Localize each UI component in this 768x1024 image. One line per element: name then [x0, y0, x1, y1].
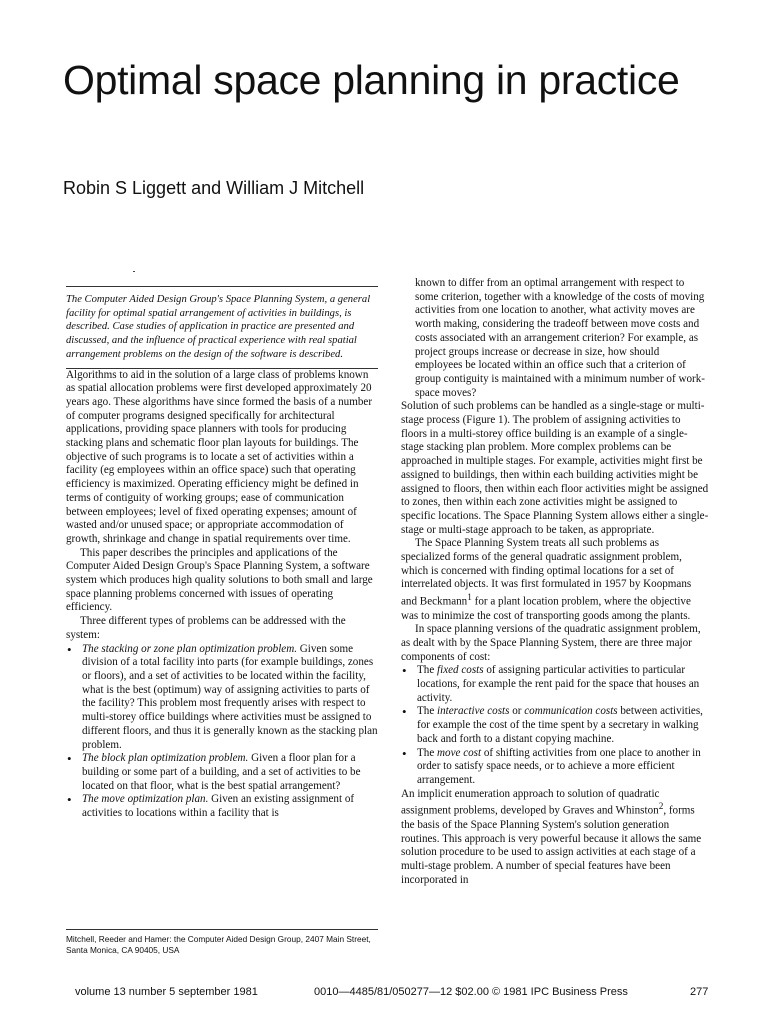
list-item-text: between activities, for example the cost of the time spent by a secretary in walking back and forth to a distant copying machine. — [417, 705, 703, 745]
list-item-emphasis: The block plan optimization problem. — [82, 752, 249, 765]
list-item-emphasis: communication costs — [524, 705, 618, 718]
paragraph-text: , forms the basis of the Space Planning System's solution generation routines. This approach is very powerful because it allows the same solution procedure to be used to assign activities at each stage of a multi-stage problem. A number of special features have been incorporated in — [401, 805, 702, 886]
copyright-line: 0010—4485/81/050277—12 $02.00 © 1981 IPC Business Press — [314, 986, 628, 998]
list-item — [66, 752, 378, 793]
reference-marker: 1 — [467, 593, 472, 604]
journal-issue: volume 13 number 5 september 1981 — [75, 986, 258, 998]
list-item-text: The — [417, 746, 438, 759]
list-item-text: The — [417, 705, 438, 718]
paragraph-text: for a plant location problem, where the objective was to minimize the cost of transporting goods among the plants. — [401, 595, 691, 622]
list-item-text: The — [417, 664, 438, 677]
paper-title: Optimal space planning in practice — [63, 57, 680, 103]
list-item-text: Given an existing assignment of activities to locations within a facility that is — [82, 793, 355, 820]
left-column — [66, 286, 378, 821]
stray-mark — [133, 271, 135, 272]
paper-authors: Robin S Liggett and William J Mitchell — [63, 178, 365, 198]
list-item-emphasis: move cost — [437, 746, 482, 759]
list-item-text: Given a floor plan for a building or some part of a building, and a set of activities to be located on that floor, what is the best spatial arrangement? — [82, 752, 361, 792]
list-item — [401, 705, 709, 746]
right-column — [401, 277, 709, 887]
list-item-text: or — [509, 705, 525, 718]
list-item-emphasis: fixed costs — [437, 664, 484, 677]
abstract: The Computer Aided Design Group's Space Planning System, a general facility for optimal spatial arrangement of activities in buildings, is described. Case studies of application in practice are presented and discussed, and the influence of practical experience with real spatial arrangement problems on the design of the software is described. — [66, 293, 378, 369]
right-paragraph-3: In space planning versions of the quadratic assignment problem, as dealt with by the Space Planning System, there are three major components of cost: — [401, 623, 701, 663]
right-paragraph-2 — [401, 537, 709, 623]
list-item — [401, 664, 709, 705]
list-item — [66, 643, 378, 753]
paragraph-text: The Space Planning System treats all such problems as specialized forms of the general quadratic assignment problem, which is concerned with finding optimal locations for a set of interrelated objects. It was first formulated in 1957 by Koopmans and Beckmann — [401, 537, 692, 608]
reference-marker: 2 — [658, 802, 664, 813]
abstract-top-rule — [66, 286, 378, 287]
problem-type-list — [66, 643, 378, 821]
page-number: 277 — [690, 986, 709, 998]
left-paragraph-1: Algorithms to aid in the solution of a large class of problems known as spatial allocation problems were first developed approximately 20 years ago. These algorithms have since formed the basis of a number of computer programs designed specifically for architectural applications, providing space planners with tools for producing stacking plans and schematic floor plan layouts for buildings. The objective of such programs is to locate a set of activities within a facility (eg employees within an office space) such that operating efficiency is maximized. Operating efficiency might be defined in terms of contiguity of working groups; ease of communication between employees; level of fixed operating expenses; amount of wasted and/or unused space; or appropriate accommodation of growth, shrinkage and change in spatial requirements over time. — [66, 368, 373, 545]
right-paragraph-0: known to differ from an optimal arrangement with respect to some criterion, together with a knowledge of the costs of moving activities from one location to another, what activity moves are worth making, considering the tradeoff between move costs and costs associated with an arrangement criterion? For example, as project groups increase or decrease in size, how should employees be located within an office such that a criterion of group contiguity is maintained with a minimum number of work-space moves? — [415, 277, 705, 399]
paragraph-text: An implicit enumeration approach to solution of quadratic assignment problems, developed by Graves and Whinston — [401, 787, 660, 818]
right-paragraph-1: Solution of such problems can be handled as a single-stage or multi-stage process (Figure 1). The problem of assigning activities to floors in a multi-storey office building is an example of a single-stage stacking plan problem. More complex problems can be approached in multiple stages. For example, activities might first be assigned to buildings, then within each building activities might be assigned to floors, then within each floor activities might be assigned to zones, then within each zone activities might be assigned to specific locations. The Space Planning System allows either a single-stage or multi-stage approach to be taken, as appropriate. — [401, 400, 709, 536]
list-item-emphasis: The move optimization plan. — [82, 793, 209, 806]
list-item-text: of assigning particular activities to particular locations, for example the rent paid for the space that houses an activity. — [417, 664, 700, 704]
left-paragraph-3: Three different types of problems can be addressed with the system: — [66, 615, 346, 641]
list-item-text: of shifting activities from one place to another in order to satisfy space needs, or to achieve a more efficient arrangement. — [417, 746, 701, 786]
cost-component-list — [401, 664, 709, 787]
list-item — [401, 747, 709, 788]
list-item-text: Given some division of a total facility into parts (for example buildings, zones or floors), and a set of activities to be located within the facility, what is the best (optimum) way of assigning activities to parts of the facility? This problem most frequently arises with respect to multi-storey office buildings where activities must be assigned to different floors, and thus it is generally known as the stacking plan problem. — [82, 642, 378, 751]
affiliation-footnote: Mitchell, Reeder and Hamer: the Computer Aided Design Group, 2407 Main Street, Santa Monica, CA 90405, USA — [66, 929, 378, 956]
list-item — [66, 793, 378, 820]
right-paragraph-4 — [401, 788, 709, 888]
list-item-emphasis: The stacking or zone plan optimization problem. — [82, 642, 297, 655]
list-item-emphasis: interactive costs — [437, 705, 510, 718]
left-paragraph-2: This paper describes the principles and applications of the Computer Aided Design Group's Space Planning System, a software system which produces high quality solutions to both small and large space planning problems concerned with issues of operating efficiency. — [66, 546, 373, 614]
